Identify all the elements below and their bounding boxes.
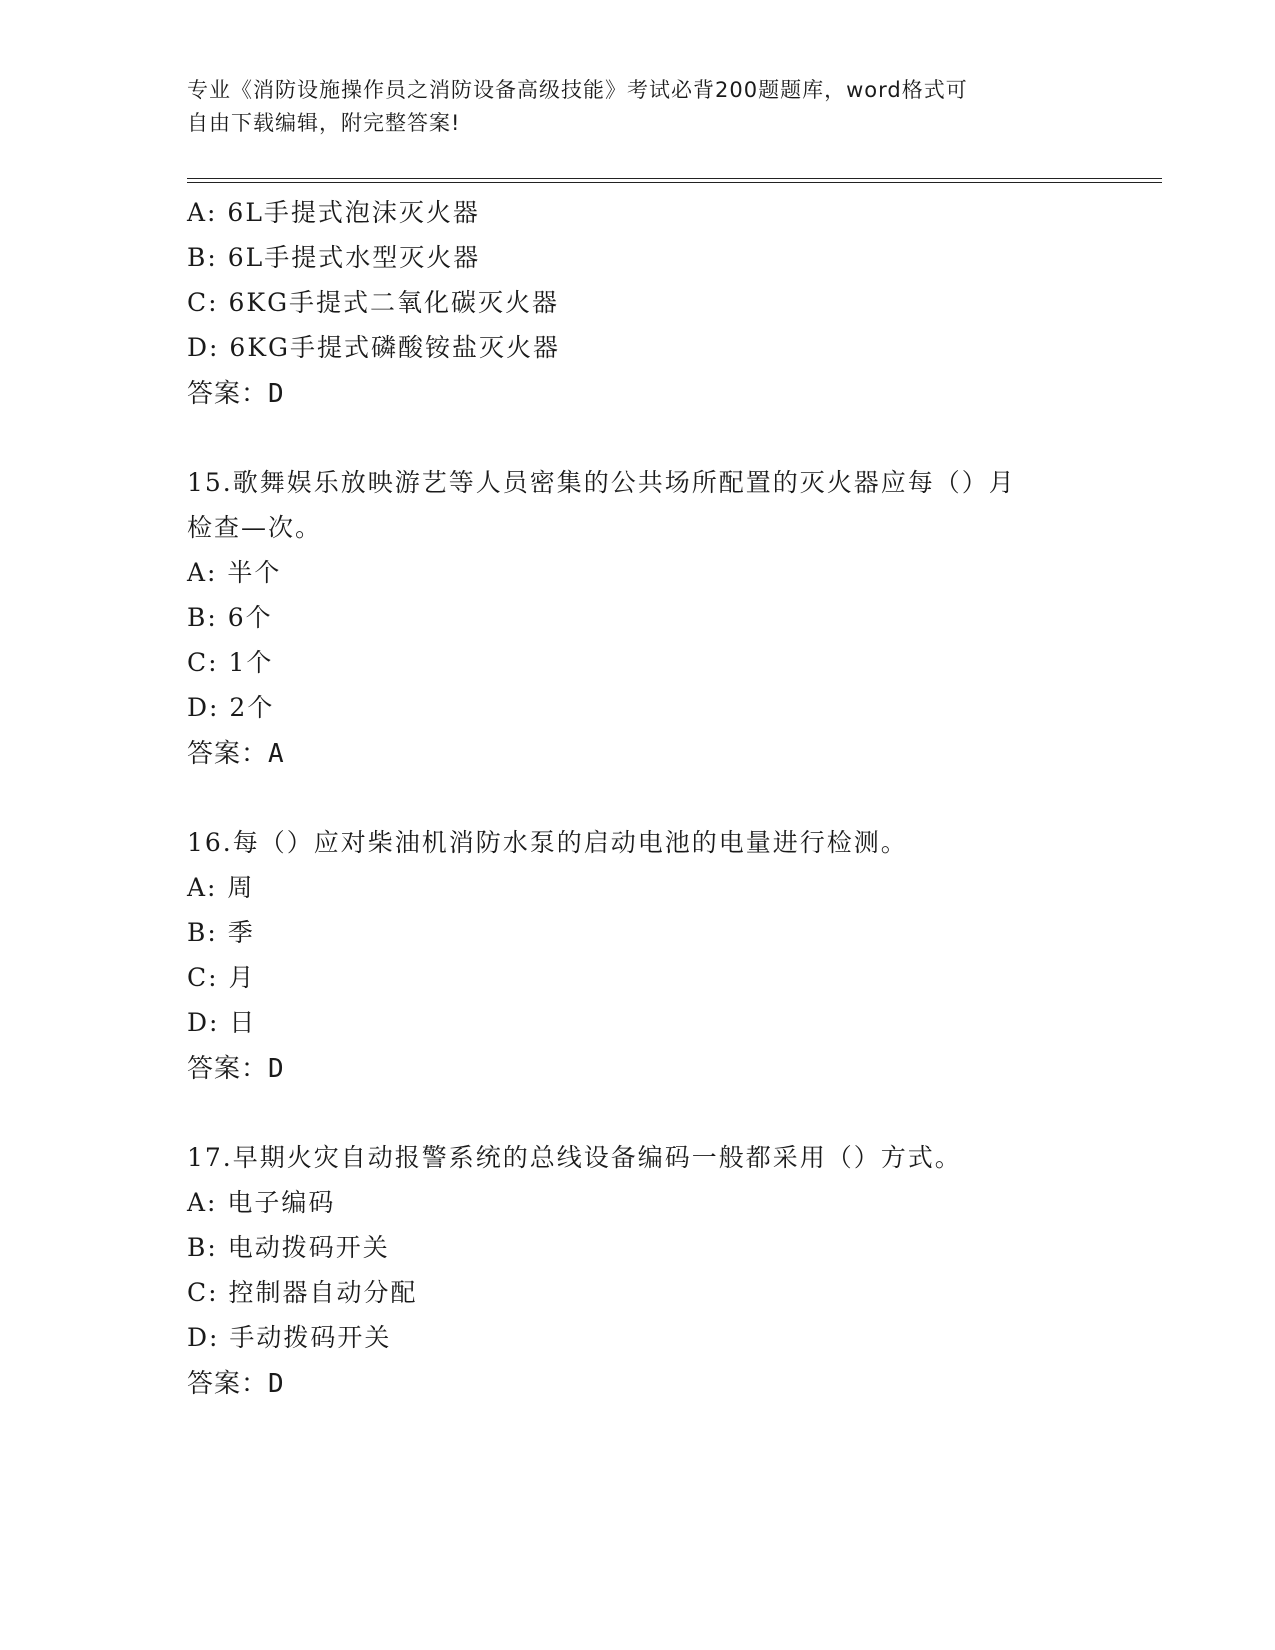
answer-label: 答案： [187,1369,269,1399]
q17-option-d: D: 手动拨码开关 [187,1323,392,1352]
answer-label: 答案： [187,1054,269,1084]
q14-option-a: A: 6L手提式泡沫灭火器 [187,198,480,227]
q15-answer [187,733,285,770]
q15-option-d: D: 2个 [187,693,275,722]
answer-key: D [268,1054,285,1084]
q16-option-d: D: 日 [187,1008,257,1037]
answer-key: A [268,739,285,769]
q16-option-b: B: 季 [187,918,255,947]
q14-answer [187,373,285,410]
answer-key: D [268,379,285,409]
q17-option-b: B: 电动拨码开关 [187,1233,390,1262]
q15-stem-line-1: 15.歌舞娱乐放映游艺等人员密集的公共场所配置的灭火器应每（）月 [187,468,1016,497]
q17-option-a: A: 电子编码 [187,1188,336,1217]
q16-option-a: A: 周 [187,873,255,902]
q16-stem-line-1: 16.每（）应对柴油机消防水泵的启动电池的电量进行检测。 [187,828,908,857]
q15-option-c: C: 1个 [187,648,274,677]
answer-label: 答案： [187,739,269,769]
q14-option-b: B: 6L手提式水型灭火器 [187,243,481,272]
q17-stem-line-1: 17.早期火灾自动报警系统的总线设备编码一般都采用（）方式。 [187,1143,962,1172]
q17-option-c: C: 控制器自动分配 [187,1278,418,1307]
header-line-1: 专业《消防设施操作员之消防设备高级技能》考试必背200题题库，word格式可 [187,78,968,102]
q16-answer [187,1048,285,1085]
answer-key: D [268,1369,285,1399]
q16-option-c: C: 月 [187,963,256,992]
q15-option-a: A: 半个 [187,558,282,587]
header-divider [187,178,1162,183]
header-line-2: 自由下载编辑，附完整答案! [187,111,461,135]
q15-stem-line-2: 检查—次。 [187,513,323,542]
document-header [187,74,1067,140]
answer-label: 答案： [187,379,269,409]
q14-option-d: D: 6KG手提式磷酸铵盐灭火器 [187,333,560,362]
q14-option-c: C: 6KG手提式二氧化碳灭火器 [187,288,560,317]
q17-answer [187,1363,285,1400]
q15-option-b: B: 6个 [187,603,273,632]
